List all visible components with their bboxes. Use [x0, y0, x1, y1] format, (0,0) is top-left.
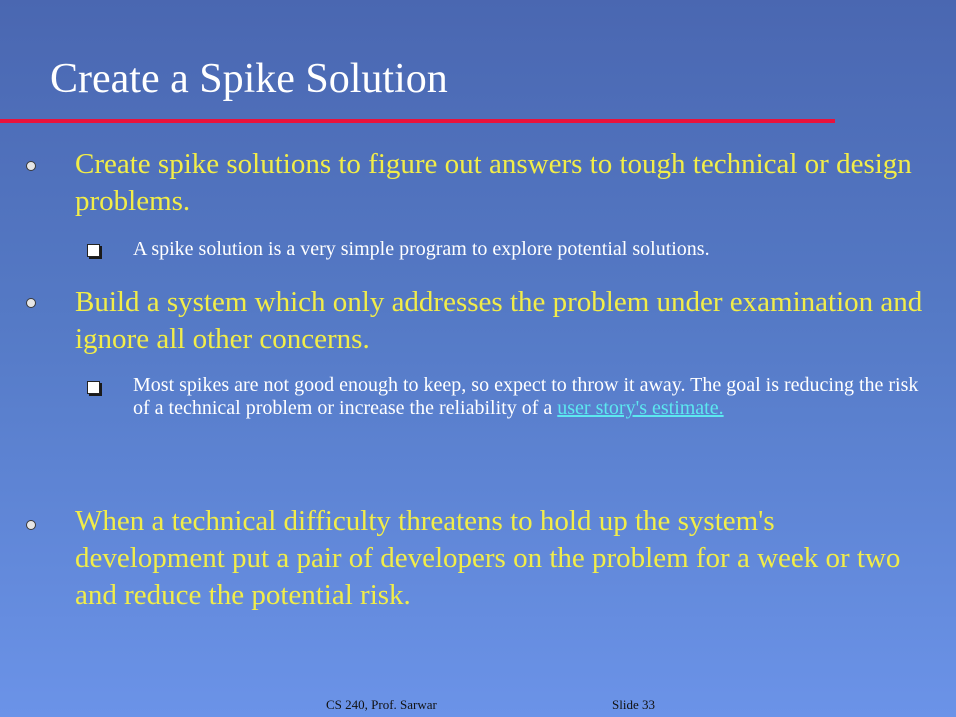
- sub-bullet-1-text: A spike solution is a very simple program to explore potential solutions.: [133, 238, 710, 260]
- sub-bullet-2-prefix: Most spikes are not good enough to keep, so expect to throw it away. The goal is reducing the risk of a technical problem or increase the reliability of a: [133, 374, 919, 419]
- user-story-estimate-link[interactable]: user story's estimate.: [557, 397, 724, 419]
- sub-bullet-square-icon: [87, 381, 100, 394]
- bullet-dot-icon: [26, 520, 36, 530]
- bullet-dot-icon: [26, 298, 36, 308]
- footer-slide-number: Slide 33: [612, 697, 655, 712]
- sub-bullet-square-icon: [87, 244, 100, 257]
- bullet-2-text: Build a system which only addresses the problem under examination and ignore all other concerns.: [75, 286, 923, 355]
- bullet-3-text: When a technical difficulty threatens to hold up the system's development put a pair of developers on the problem for a week or two and reduce the potential risk.: [75, 505, 901, 611]
- footer-course: CS 240, Prof. Sarwar: [326, 697, 437, 712]
- bullet-dot-icon: [26, 161, 36, 171]
- sub-bullet-2-text: [133, 374, 933, 420]
- title-underline: [0, 119, 835, 123]
- slide-title: Create a Spike Solution: [50, 56, 448, 102]
- bullet-1-text: Create spike solutions to figure out answers to tough technical or design problems.: [75, 148, 912, 217]
